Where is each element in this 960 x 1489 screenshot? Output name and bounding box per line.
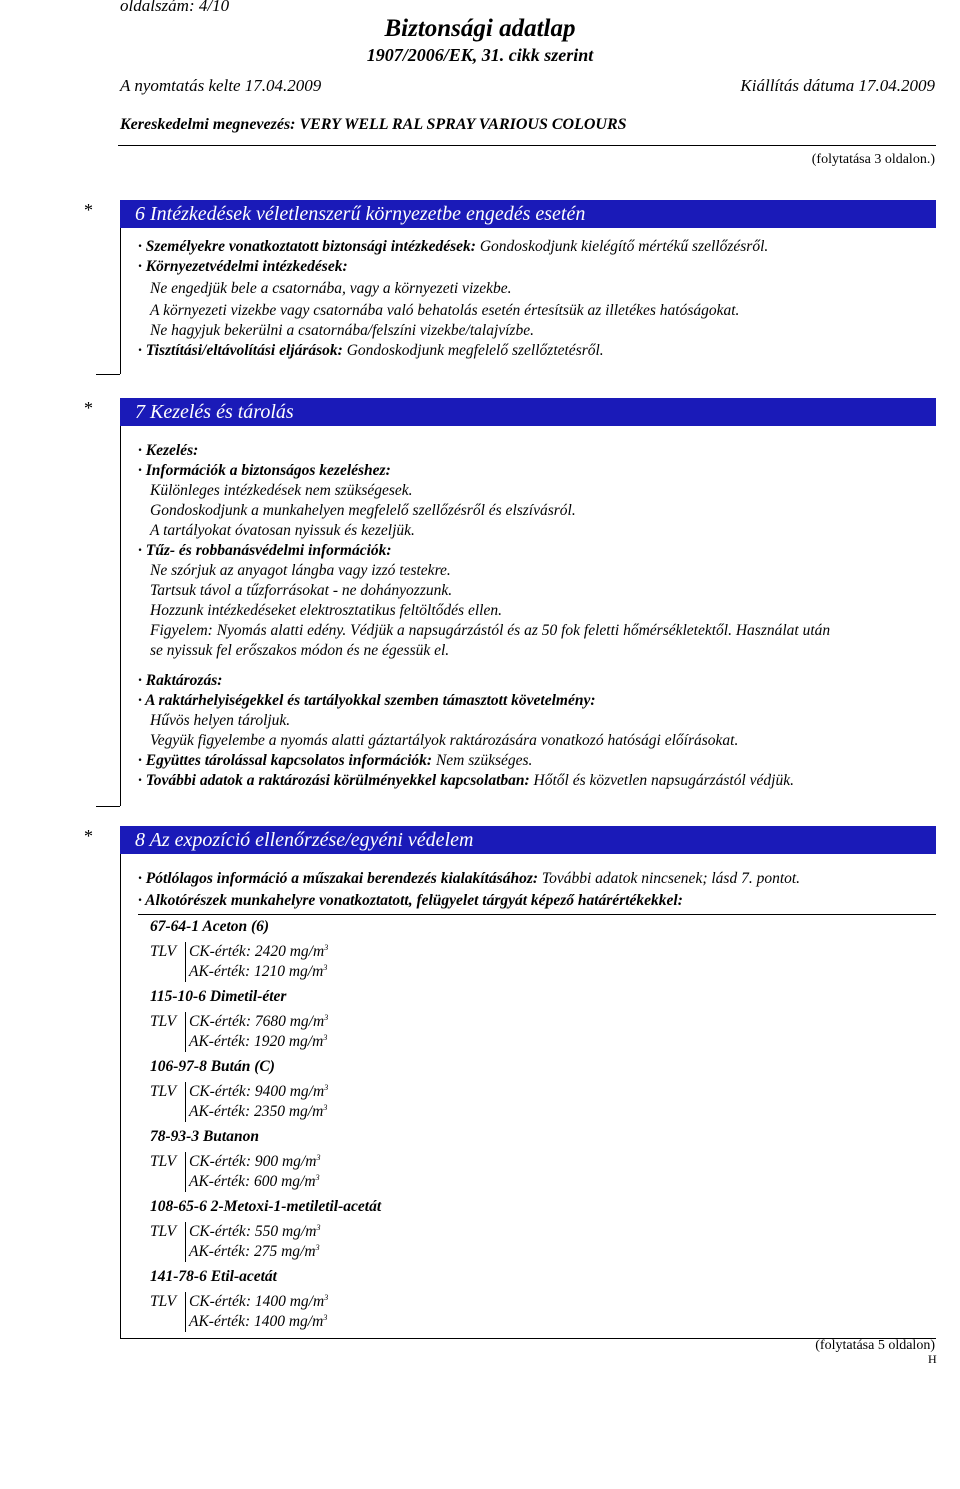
- page-number: oldalszám: 4/10: [120, 0, 230, 15]
- revision-star: *: [84, 826, 93, 846]
- ck-value: [189, 1083, 328, 1101]
- ck-value: [189, 1293, 328, 1311]
- storage-label: · Raktározás:: [138, 672, 223, 689]
- tlv-label: TLV: [150, 1153, 177, 1170]
- limits-table-top-rule: [138, 914, 936, 915]
- fire-protection-label: · Tűz- és robbanásvédelmi információk:: [138, 542, 392, 559]
- env-line: Ne hagyjuk bekerülni a csatornába/felszíni vizekbe/talajvízbe.: [150, 322, 534, 339]
- limit-unit: $mg/m^3$: [289, 1293, 329, 1311]
- limit-unit: $mg/m^3$: [281, 1243, 320, 1261]
- limit-value: CK-érték: 900: [189, 1153, 279, 1171]
- language-code: H: [928, 1352, 937, 1366]
- limit-unit: $mg/m^3$: [281, 1173, 320, 1191]
- cleanup-methods: · Tisztítási/eltávolítási eljárások: Gondoskodjunk megfelelő szellőztetésről.: [138, 342, 604, 359]
- substance-name: 106-97-8 Bután (C): [150, 1058, 275, 1075]
- revision-star: *: [84, 398, 93, 418]
- ak-value: [189, 1103, 327, 1121]
- safe-line: Gondoskodjunk a munkahelyen megfelelő szellőzésről és elszívásról.: [150, 502, 576, 519]
- ck-value: [189, 943, 328, 961]
- limit-value: AK-érték: 1920: [189, 1033, 285, 1051]
- continued-from: (folytatása 3 oldalon.): [811, 152, 935, 167]
- limit-unit: $mg/m^3$: [281, 1153, 321, 1171]
- limit-unit: $mg/m^3$: [289, 1013, 329, 1031]
- limit-value: AK-érték: 1210: [189, 963, 285, 981]
- technical-info: · Pótlólagos információ a műszakai berendezés kialakításához: További adatok nincsenek; lásd 7. pontot.: [138, 870, 801, 887]
- limit-value: AK-érték: 600: [189, 1173, 278, 1191]
- limit-value: AK-érték: 2350: [189, 1103, 285, 1121]
- ck-value: [189, 1223, 320, 1241]
- tlv-separator: [185, 1012, 186, 1052]
- substance-name: 67-64-1 Aceton (6): [150, 918, 270, 935]
- ck-value: [189, 1013, 328, 1031]
- section-8-left-rule: [120, 854, 121, 1339]
- exposure-limits-label: · Alkotórészek munkahelyre vonatkoztatott, felügyelet tárgyát képező határértékekkel:: [138, 892, 683, 909]
- env-line: Ne engedjük bele a csatornába, vagy a környezeti vizekbe.: [150, 280, 512, 297]
- header-divider: [118, 145, 936, 146]
- tlv-separator: [185, 1082, 186, 1122]
- ak-value: [189, 963, 327, 981]
- limit-value: CK-érték: 9400: [189, 1083, 286, 1101]
- tlv-separator: [185, 1222, 186, 1262]
- ak-value: [189, 1243, 320, 1261]
- fire-line: Figyelem: Nyomás alatti edény. Védjük a napsugárzástól és az 50 fok feletti hőmérsékletektől. Használat után: [150, 622, 831, 639]
- fire-line: se nyissuk fel erőszakos módon és ne égessük el.: [150, 642, 450, 659]
- env-line: A környezeti vizekbe vagy csatornába való behatolás esetén értesítsük az illetékes hatóságokat.: [150, 302, 740, 319]
- section-6-end-rule: [96, 374, 120, 375]
- print-date: A nyomtatás kelte 17.04.2009: [120, 76, 322, 95]
- handling-label: · Kezelés:: [138, 442, 199, 459]
- ck-value: [189, 1153, 320, 1171]
- storage-requirements-label: · A raktárhelyiségekkel és tartályokkal szemben támasztott követelmény:: [138, 692, 596, 709]
- fire-line: Hozzunk intézkedéseket elektrosztatikus feltöltődés ellen.: [150, 602, 502, 619]
- fire-line: Ne szórjuk az anyagot lángba vagy izzó testekre.: [150, 562, 451, 579]
- document-title: Biztonsági adatlap: [384, 15, 576, 42]
- tlv-separator: [185, 942, 186, 982]
- section-7-left-rule: [120, 426, 121, 806]
- substance-name: 108-65-6 2-Metoxi-1-metiletil-acetát: [150, 1198, 382, 1215]
- trade-name: Kereskedelmi megnevezés: VERY WELL RAL SPRAY VARIOUS COLOURS: [120, 116, 627, 133]
- env-precautions-label: · Környezetvédelmi intézkedések:: [138, 258, 348, 275]
- storage-line: Hűvös helyen tároljuk.: [150, 712, 291, 729]
- limit-unit: $mg/m^3$: [288, 963, 328, 981]
- limit-value: AK-érték: 275: [189, 1243, 278, 1261]
- tlv-label: TLV: [150, 1083, 177, 1100]
- limit-unit: $mg/m^3$: [289, 943, 329, 961]
- ak-value: [189, 1313, 327, 1331]
- section-7-end-rule: [96, 806, 120, 807]
- limit-value: CK-érték: 1400: [189, 1293, 286, 1311]
- section-8-bottom-rule: [120, 1338, 936, 1339]
- joint-storage: · Együttes tárolással kapcsolatos információk: Nem szükséges.: [138, 752, 533, 769]
- ak-value: [189, 1173, 320, 1191]
- substance-name: 141-78-6 Etil-acetát: [150, 1268, 277, 1285]
- limit-value: AK-érték: 1400: [189, 1313, 285, 1331]
- section-6-heading: 6 Intézkedések véletlenszerű környezetbe engedés esetén: [120, 200, 936, 228]
- tlv-separator: [185, 1292, 186, 1332]
- storage-line: Vegyük figyelembe a nyomás alatti gáztartályok raktározására vonatkozó hatósági előírásokat.: [150, 732, 739, 749]
- document-subtitle: 1907/2006/EK, 31. cikk szerint: [366, 45, 594, 65]
- continued-to: (folytatása 5 oldalon): [815, 1338, 935, 1353]
- tlv-label: TLV: [150, 1293, 177, 1310]
- limit-value: CK-érték: 550: [189, 1223, 279, 1241]
- safe-line: Különleges intézkedések nem szükségesek.: [150, 482, 413, 499]
- section-6-left-rule: [120, 228, 121, 374]
- substance-name: 78-93-3 Butanon: [150, 1128, 259, 1145]
- limit-unit: $mg/m^3$: [289, 1083, 329, 1101]
- tlv-label: TLV: [150, 1223, 177, 1240]
- safe-handling-label: · Információk a biztonságos kezeléshez:: [138, 462, 391, 479]
- ak-value: [189, 1033, 327, 1051]
- limit-unit: $mg/m^3$: [281, 1223, 321, 1241]
- personal-precautions: · Személyekre vonatkoztatott biztonsági intézkedések: Gondoskodjunk kielégítő mértékű szellőzésről.: [138, 238, 769, 255]
- tlv-label: TLV: [150, 1013, 177, 1030]
- limit-value: CK-érték: 7680: [189, 1013, 286, 1031]
- section-7-heading: 7 Kezelés és tárolás: [120, 398, 936, 426]
- limit-unit: $mg/m^3$: [288, 1313, 328, 1331]
- further-storage-info: · További adatok a raktározási körülményekkel kapcsolatban: Hőtől és közvetlen napsugárzástól védjük.: [138, 772, 794, 789]
- fire-line: Tartsuk távol a tűzforrásokat - ne dohányozzunk.: [150, 582, 453, 599]
- tlv-separator: [185, 1152, 186, 1192]
- issue-date: Kiállítás dátuma 17.04.2009: [740, 76, 935, 95]
- revision-star: *: [84, 200, 93, 220]
- limit-unit: $mg/m^3$: [288, 1033, 328, 1051]
- limit-value: CK-érték: 2420: [189, 943, 286, 961]
- tlv-label: TLV: [150, 943, 177, 960]
- section-8-heading: 8 Az expozíció ellenőrzése/egyéni védelem: [120, 826, 936, 854]
- limit-unit: $mg/m^3$: [288, 1103, 328, 1121]
- substance-name: 115-10-6 Dimetil-éter: [150, 988, 287, 1005]
- safe-line: A tartályokat óvatosan nyissuk és kezeljük.: [150, 522, 415, 539]
